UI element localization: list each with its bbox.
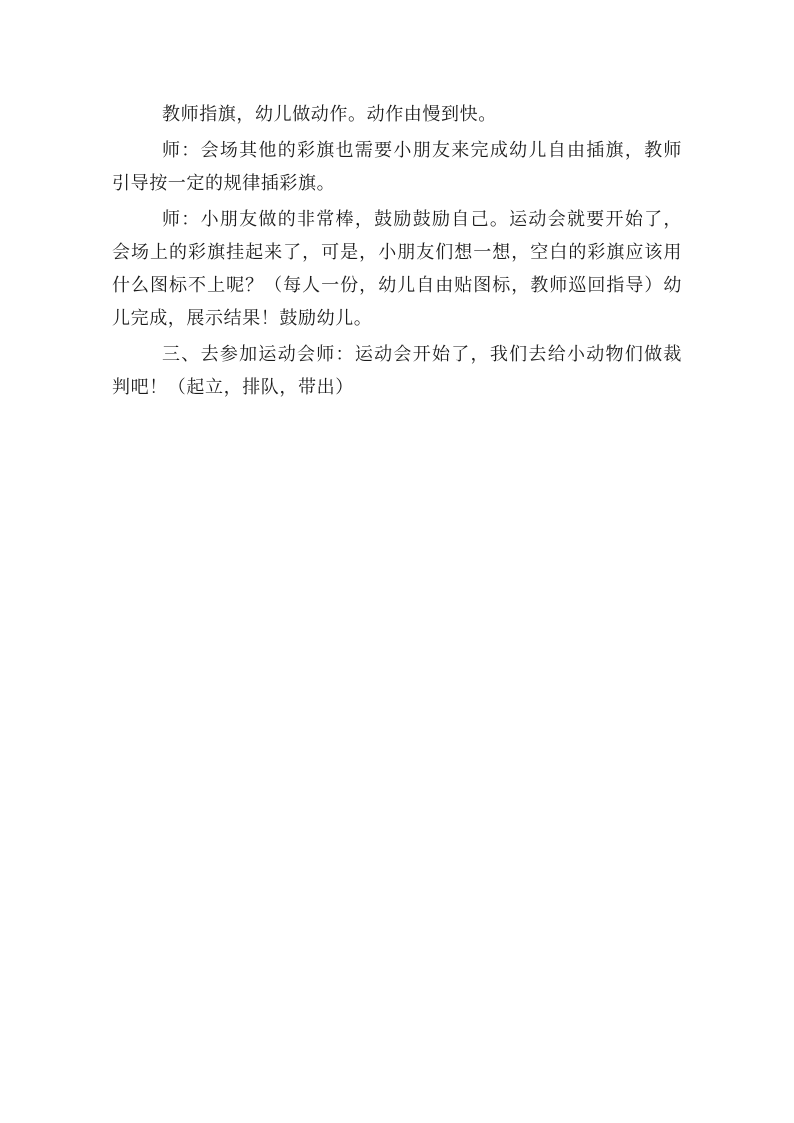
paragraph-2: 师：会场其他的彩旗也需要小朋友来完成幼儿自由插旗，教师引导按一定的规律插彩旗。 <box>112 140 682 194</box>
paragraph-1: 教师指旗，幼儿做动作。动作由慢到快。 <box>162 104 497 125</box>
document-body <box>112 98 682 407</box>
paragraph-3: 师：小朋友做的非常棒，鼓励鼓励自己。运动会就要开始了，会场上的彩旗挂起来了，可是，小朋友们想一想，空白的彩旗应该用什么图标不上呢？（每人一份，幼儿自由贴图标，教师巡回指导）幼儿完成，展示结果！鼓励幼儿。 <box>112 209 682 329</box>
paragraph-4: 三、去参加运动会师：运动会开始了，我们去给小动物们做裁判吧！（起立，排队，带出） <box>112 344 682 398</box>
